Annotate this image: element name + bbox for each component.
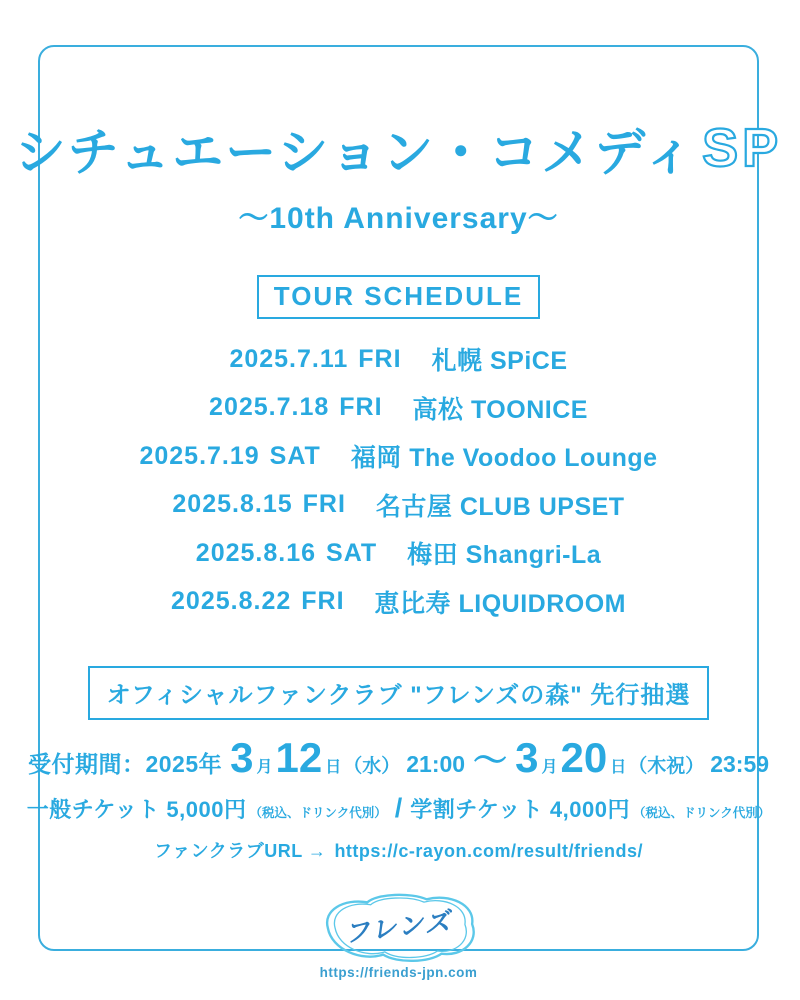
ticket-separator: / <box>394 793 403 823</box>
tour-date-row <box>171 578 626 627</box>
title-subtitle: ～10th Anniversary～ <box>238 202 559 235</box>
reception-end-weekday: （木祝） <box>628 756 705 777</box>
reception-tilde: ～ <box>473 742 508 780</box>
tour-schedule-heading: TOUR SCHEDULE <box>257 275 540 319</box>
tour-venue: 恵比寿 LIQUIDROOM <box>374 589 626 618</box>
tour-date-row <box>196 529 601 578</box>
tour-day: SAT <box>326 538 378 567</box>
ticket-price-line <box>27 793 770 824</box>
tour-date-row <box>229 335 567 384</box>
tour-day: FRI <box>301 587 345 616</box>
tour-venue: 梅田 Shangri-La <box>407 541 602 570</box>
reception-end-time: 23:59 <box>710 751 770 777</box>
tour-date: 2025.8.16 <box>195 538 317 567</box>
presale-heading: オフィシャルファンクラブ "フレンズの森" 先行抽選 <box>88 666 710 720</box>
friends-logo-text: フレンズ <box>342 907 454 949</box>
friends-logo-blob-icon <box>315 891 483 963</box>
tour-date: 2025.7.19 <box>139 441 260 470</box>
tour-date: 2025.8.22 <box>171 587 292 616</box>
reception-start-weekday: （水） <box>343 756 401 777</box>
tour-date: 2025.7.11 <box>229 344 349 373</box>
title-main: シチュエーション・コメディ <box>14 124 697 181</box>
student-ticket-note: （税込、ドリンク代別） <box>632 806 771 820</box>
reception-start-month: 3 <box>230 734 254 781</box>
reception-end-day: 20 <box>560 734 608 781</box>
site-url: https://friends-jpn.com <box>319 965 478 980</box>
reception-start-day: 12 <box>275 734 323 781</box>
fanclub-url-line <box>154 837 643 863</box>
friends-logo <box>315 891 483 980</box>
tour-date-list <box>139 335 657 626</box>
tour-venue: 名古屋 CLUB UPSET <box>375 492 625 521</box>
reception-month-unit: 月 <box>541 759 558 776</box>
reception-period-line <box>28 733 769 782</box>
fanclub-url-label: ファンクラブURL → <box>153 841 327 861</box>
title-sp-outline: SP <box>702 118 783 178</box>
reception-label: 受付期間：2025年 <box>27 751 223 777</box>
tour-date-row <box>172 481 624 530</box>
tour-day: SAT <box>269 441 321 470</box>
tour-date-row <box>139 432 657 481</box>
tour-venue: 高松 TOONICE <box>412 395 588 424</box>
flyer-content <box>14 45 783 980</box>
page-title <box>15 111 782 185</box>
student-ticket-price: 学割チケット 4,000円 <box>410 797 630 822</box>
reception-start-time: 21:00 <box>406 751 466 777</box>
reception-day-unit: 日 <box>610 759 627 776</box>
tour-day: FRI <box>358 344 402 373</box>
general-ticket-note: （税込、ドリンク代別） <box>249 806 387 820</box>
tour-venue: 札幌 SPiCE <box>431 347 568 376</box>
reception-month-unit: 月 <box>256 759 273 776</box>
tour-date: 2025.8.15 <box>172 490 293 519</box>
reception-day-unit: 日 <box>325 759 342 776</box>
tour-day: FRI <box>302 490 346 519</box>
tour-date: 2025.7.18 <box>209 393 330 422</box>
fanclub-url: https://c-rayon.com/result/friends/ <box>334 841 643 861</box>
tour-venue: 福岡 The Voodoo Lounge <box>350 444 658 473</box>
reception-end-month: 3 <box>515 734 539 781</box>
tour-date-row <box>209 384 588 433</box>
general-ticket-price: 一般チケット 5,000円 <box>26 797 247 822</box>
tour-day: FRI <box>339 393 383 422</box>
